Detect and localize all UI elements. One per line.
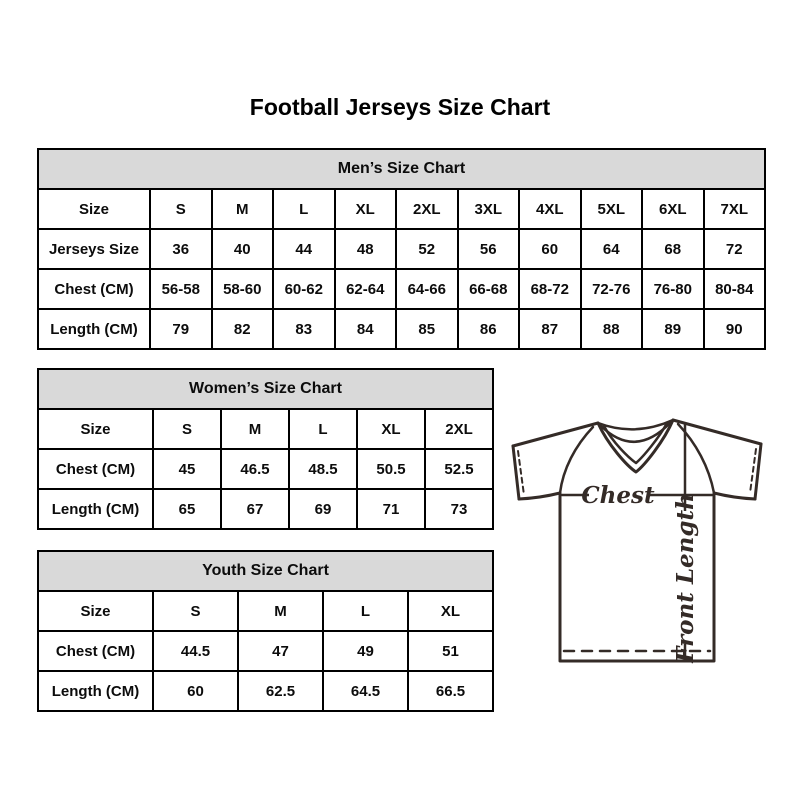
row-label: Size: [38, 409, 153, 449]
front-length-label: Front Length: [672, 493, 699, 663]
table-cell: 62.5: [238, 671, 323, 711]
table-cell: 44: [273, 229, 335, 269]
table-cell: 48.5: [289, 449, 357, 489]
row-label: Length (CM): [38, 309, 150, 349]
table-row: [38, 229, 765, 269]
table-cell: 49: [323, 631, 408, 671]
table-cell: 69: [289, 489, 357, 529]
row-label: Length (CM): [38, 671, 153, 711]
table-header-row: [38, 149, 765, 189]
table-cell: 45: [153, 449, 221, 489]
table-cell: 67: [221, 489, 289, 529]
table-cell: 7XL: [704, 189, 766, 229]
table-row: [38, 591, 493, 631]
table-cell: M: [212, 189, 274, 229]
table-cell: L: [273, 189, 335, 229]
table-cell: 82: [212, 309, 274, 349]
table-row: [38, 631, 493, 671]
womens-size-table: [37, 368, 494, 530]
table-header-row: [38, 551, 493, 591]
table-cell: XL: [357, 409, 425, 449]
table-cell: 5XL: [581, 189, 643, 229]
table-cell: 52.5: [425, 449, 493, 489]
table-cell: 44.5: [153, 631, 238, 671]
table-cell: 72: [704, 229, 766, 269]
table-row: [38, 449, 493, 489]
table-cell: 4XL: [519, 189, 581, 229]
table-cell: 62-64: [335, 269, 397, 309]
row-label: Chest (CM): [38, 269, 150, 309]
table-cell: 46.5: [221, 449, 289, 489]
table-cell: 60: [519, 229, 581, 269]
table-cell: 88: [581, 309, 643, 349]
table-cell: XL: [408, 591, 493, 631]
page-title: Football Jerseys Size Chart: [249, 94, 551, 120]
table-cell: 6XL: [642, 189, 704, 229]
table-cell: S: [150, 189, 212, 229]
table-cell: 83: [273, 309, 335, 349]
table-cell: 52: [396, 229, 458, 269]
row-label: Length (CM): [38, 489, 153, 529]
womens-table-title: Women’s Size Chart: [38, 369, 493, 409]
row-label: Size: [38, 591, 153, 631]
table-cell: 66.5: [408, 671, 493, 711]
table-cell: 3XL: [458, 189, 520, 229]
table-row: [38, 309, 765, 349]
table-cell: 2XL: [425, 409, 493, 449]
table-cell: 36: [150, 229, 212, 269]
table-cell: 89: [642, 309, 704, 349]
table-row: [38, 489, 493, 529]
table-cell: 66-68: [458, 269, 520, 309]
youth-size-table: [37, 550, 494, 712]
table-cell: 86: [458, 309, 520, 349]
table-cell: 79: [150, 309, 212, 349]
table-cell: 64-66: [396, 269, 458, 309]
table-row: [38, 189, 765, 229]
table-cell: XL: [335, 189, 397, 229]
table-cell: 60: [153, 671, 238, 711]
table-cell: 71: [357, 489, 425, 529]
jersey-outline-icon: [505, 411, 767, 665]
jersey-measurement-diagram: [505, 411, 767, 665]
table-cell: 47: [238, 631, 323, 671]
table-cell: 58-60: [212, 269, 274, 309]
table-cell: 87: [519, 309, 581, 349]
table-cell: 65: [153, 489, 221, 529]
table-cell: 90: [704, 309, 766, 349]
table-cell: 56: [458, 229, 520, 269]
table-cell: S: [153, 409, 221, 449]
table-cell: M: [221, 409, 289, 449]
table-cell: 85: [396, 309, 458, 349]
table-cell: 72-76: [581, 269, 643, 309]
table-row: [38, 409, 493, 449]
table-cell: 48: [335, 229, 397, 269]
table-cell: 56-58: [150, 269, 212, 309]
table-row: [38, 671, 493, 711]
table-cell: 60-62: [273, 269, 335, 309]
table-cell: M: [238, 591, 323, 631]
table-cell: 68: [642, 229, 704, 269]
table-cell: 73: [425, 489, 493, 529]
table-cell: 64: [581, 229, 643, 269]
table-cell: 64.5: [323, 671, 408, 711]
table-cell: L: [289, 409, 357, 449]
table-cell: 40: [212, 229, 274, 269]
table-cell: S: [153, 591, 238, 631]
table-row: [38, 269, 765, 309]
row-label: Jerseys Size: [38, 229, 150, 269]
table-cell: 50.5: [357, 449, 425, 489]
mens-table-title: Men’s Size Chart: [38, 149, 765, 189]
row-label: Chest (CM): [38, 449, 153, 489]
table-cell: 68-72: [519, 269, 581, 309]
table-cell: 76-80: [642, 269, 704, 309]
table-cell: 2XL: [396, 189, 458, 229]
youth-table-title: Youth Size Chart: [38, 551, 493, 591]
chest-label: Chest: [581, 482, 655, 509]
table-cell: 84: [335, 309, 397, 349]
mens-size-table: [37, 148, 766, 350]
row-label: Size: [38, 189, 150, 229]
table-cell: 51: [408, 631, 493, 671]
table-cell: 80-84: [704, 269, 766, 309]
table-header-row: [38, 369, 493, 409]
table-cell: L: [323, 591, 408, 631]
row-label: Chest (CM): [38, 631, 153, 671]
